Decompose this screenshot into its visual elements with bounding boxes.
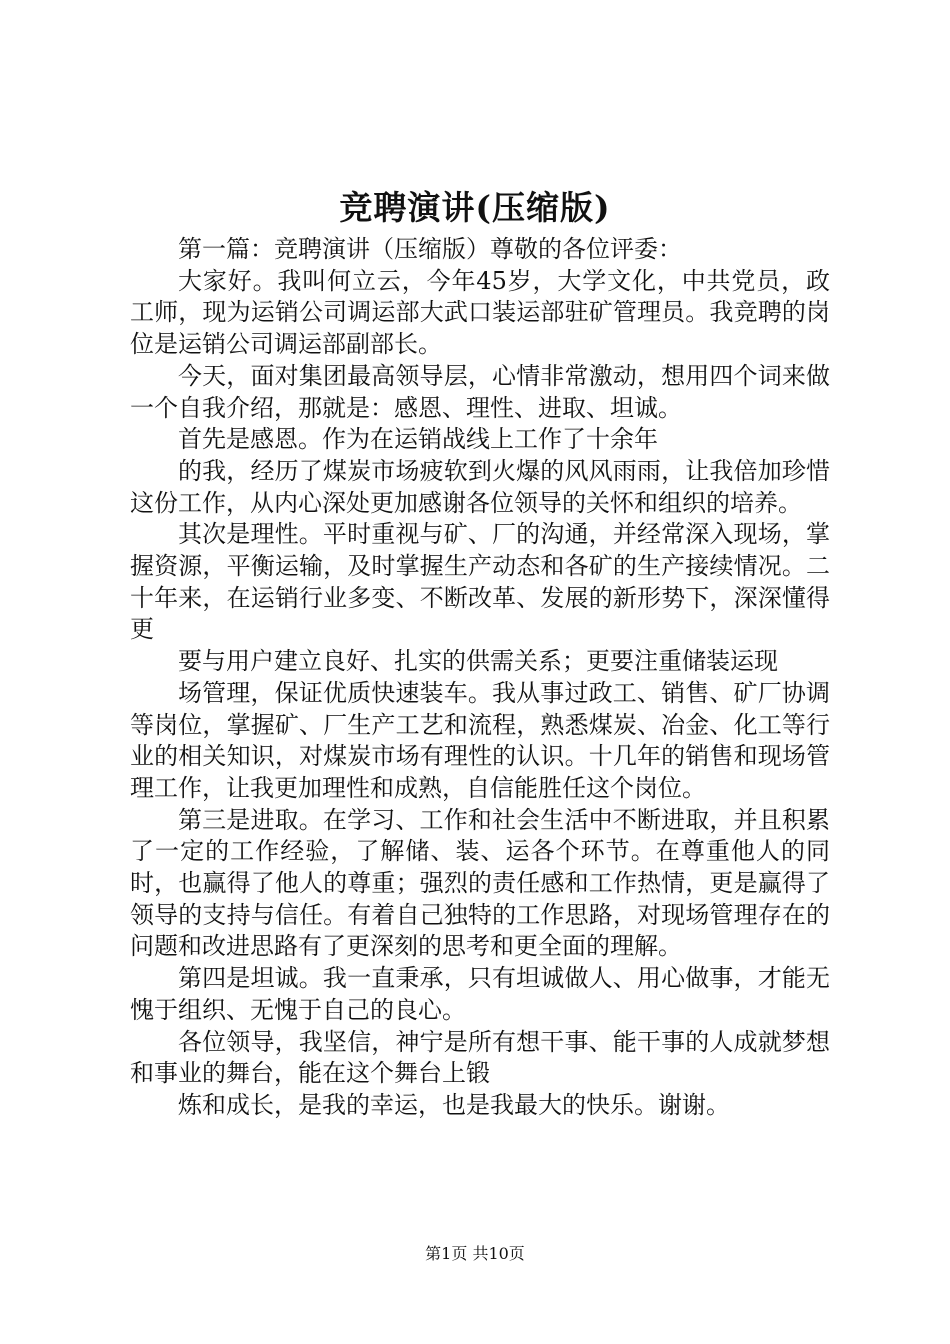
paragraph: 要与用户建立良好、扎实的供需关系；更要注重储装运现 xyxy=(178,647,778,676)
paragraph: 第一篇：竞聘演讲（压缩版）尊敬的各位评委： xyxy=(178,235,682,263)
document-body xyxy=(130,234,830,1122)
paragraph: 各位领导，我坚信，神宁是所有想干事、能干事的人成就梦想和事业的舞台，能在这个舞台上锻 xyxy=(130,1027,830,1088)
paragraph: 场管理，保证优质快速装车。我从事过政工、销售、矿厂协调等岗位，掌握矿、厂生产工艺和流程，熟悉煤炭、冶金、化工等行业的相关知识，对煤炭市场有理性的认识。十几年的销售和现场管理工作，让我更加理性和成熟，自信能胜任这个岗位。 xyxy=(130,678,830,802)
paragraph: 其次是理性。平时重视与矿、厂的沟通，并经常深入现场，掌握资源，平衡运输，及时掌握生产动态和各矿的生产接续情况。二十年来，在运销行业多变、不断改革、发展的新形势下，深深懂得更 xyxy=(130,520,830,644)
paragraph: 第四是坦诚。我一直秉承，只有坦诚做人、用心做事，才能无愧于组织、无愧于自己的良心。 xyxy=(130,964,830,1024)
paragraph: 第三是进取。在学习、工作和社会生活中不断进取，并且积累了一定的工作经验，了解储、装、运各个环节。在尊重他人的同时，也赢得了他人的尊重；强烈的责任感和工作热情，更是赢得了领导的支持与信任。有着自己独特的工作思路，对现场管理存在的问题和改进思路有了更深刻的思考和更全面的理解。 xyxy=(130,805,830,961)
paragraph: 首先是感恩。作为在运销战线上工作了十余年 xyxy=(178,425,658,454)
document-title: 竞聘演讲(压缩版) xyxy=(339,188,611,227)
paragraph: 炼和成长，是我的幸运，也是我最大的快乐。谢谢。 xyxy=(178,1090,730,1119)
paragraph: 的我，经历了煤炭市场疲软到火爆的风风雨雨，让我倍加珍惜这份工作，从内心深处更加感谢各位领导的关怀和组织的培养。 xyxy=(130,456,830,517)
page-number-footer: 第1页 共10页 xyxy=(425,1244,525,1263)
paragraph: 今天，面对集团最高领导层，心情非常激动，想用四个词来做一个自我介绍，那就是：感恩、理性、进取、坦诚。 xyxy=(130,361,830,422)
paragraph: 大家好。我叫何立云，今年45岁，大学文化，中共党员，政工师，现为运销公司调运部大武口装运部驻矿管理员。我竞聘的岗位是运销公司调运部副部长。 xyxy=(130,266,830,359)
